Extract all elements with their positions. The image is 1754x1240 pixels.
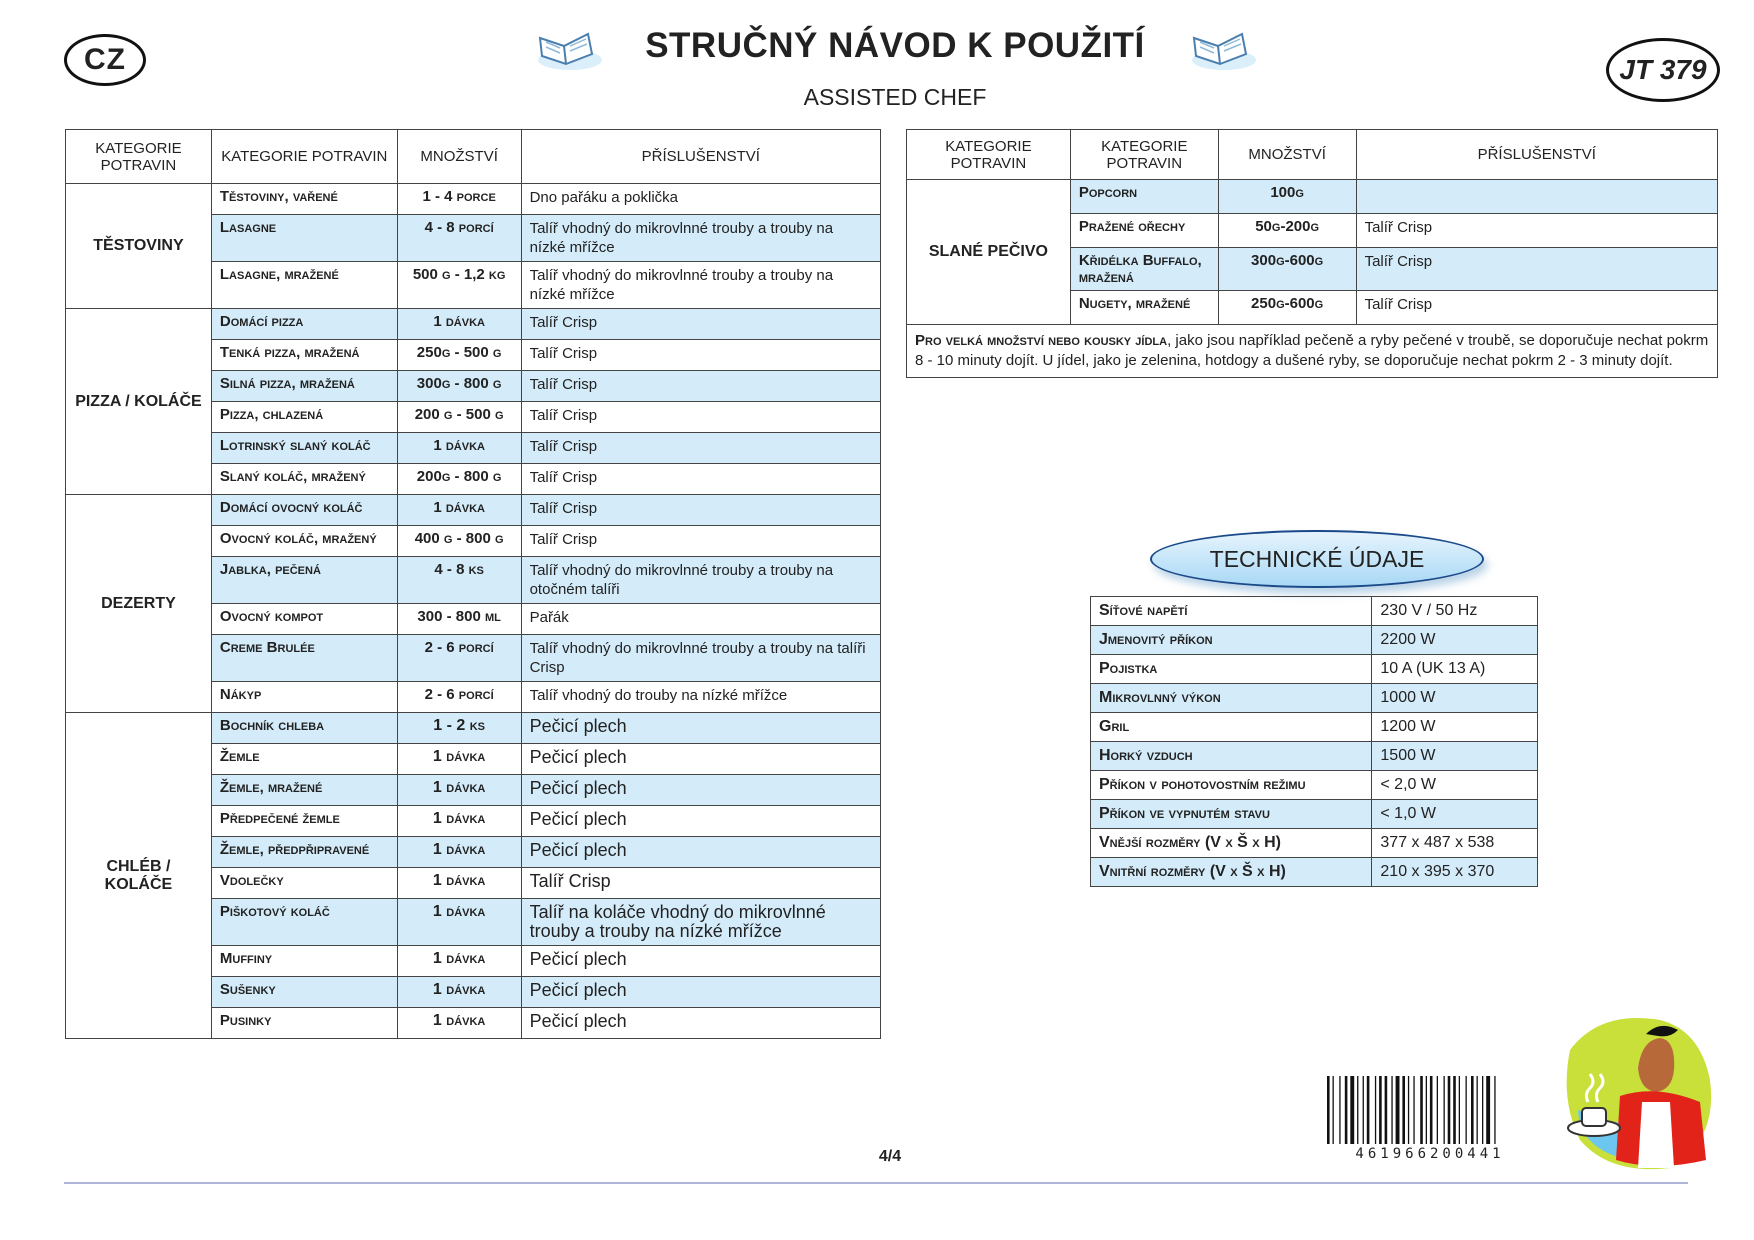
accessory-cell: Talíř vhodný do trouby na nízké mřížce: [521, 682, 880, 713]
quantity-cell: 1 dávka: [397, 806, 521, 837]
barcode-bar: [1402, 1076, 1405, 1144]
spec-label: Gril: [1091, 713, 1372, 742]
spec-label: Příkon v pohotovostním režimu: [1091, 771, 1372, 800]
accessory-cell: Pečicí plech: [521, 946, 880, 977]
food-cell: Lasagne: [211, 215, 397, 262]
chef-illustration: [1560, 1010, 1720, 1175]
accessory-cell: Pečicí plech: [521, 775, 880, 806]
table-row: [66, 184, 881, 215]
standing-time-note: [907, 325, 1718, 378]
spec-row: [1091, 597, 1538, 626]
spec-row: [1091, 800, 1538, 829]
barcode-bar: [1453, 1076, 1456, 1144]
food-cell: Žemle: [211, 744, 397, 775]
accessory-cell: Talíř Crisp: [521, 340, 880, 371]
table-row: [66, 495, 881, 526]
accessory-cell: Talíř Crisp: [1356, 248, 1717, 291]
barcode-bar: [1379, 1076, 1382, 1144]
accessory-cell: Pařák: [521, 604, 880, 635]
accessory-cell: Pečicí plech: [521, 713, 880, 744]
barcode-number: 461966200441: [1355, 1146, 1505, 1162]
food-cell: Slaný koláč, mražený: [211, 464, 397, 495]
food-cell: Sušenky: [211, 977, 397, 1008]
barcode-bar: [1466, 1076, 1467, 1144]
spec-label: Jmenovitý příkon: [1091, 626, 1372, 655]
spec-row: [1091, 655, 1538, 684]
barcode-bar: [1350, 1076, 1354, 1144]
accessory-cell: Talíř na koláče vhodný do mikrovlnné trouby a trouby na nízké mřížce: [521, 899, 880, 946]
food-cell: Žemle, předpřipravené: [211, 837, 397, 868]
barcode-bar: [1391, 1076, 1392, 1144]
table-row: [66, 713, 881, 744]
barcode-bar: [1448, 1076, 1451, 1144]
accessory-cell: Talíř Crisp: [521, 402, 880, 433]
food-cell: Tenká pizza, mražená: [211, 340, 397, 371]
quantity-cell: 1 dávka: [397, 977, 521, 1008]
quantity-cell: 300 - 800 ml: [397, 604, 521, 635]
food-cell: Těstoviny, vařené: [211, 184, 397, 215]
food-cell: Ovocný koláč, mražený: [211, 526, 397, 557]
category-cell: SLANÉ PEČIVO: [907, 180, 1071, 325]
header-category: KATEGORIE POTRAVIN: [66, 130, 212, 184]
food-cell: Domácí ovocný koláč: [211, 495, 397, 526]
spec-label: Vnitřní rozměry (V x Š x H): [1091, 858, 1372, 887]
barcode-bar: [1333, 1076, 1334, 1144]
quantity-cell: 2 - 6 porcí: [397, 682, 521, 713]
spec-label: Mikrovlnný výkon: [1091, 684, 1372, 713]
spec-value: 230 V / 50 Hz: [1372, 597, 1538, 626]
food-cell: Lasagne, mražené: [211, 262, 397, 309]
accessory-cell: Talíř Crisp: [521, 464, 880, 495]
header-accessory: PŘÍSLUŠENSTVÍ: [521, 130, 880, 184]
quantity-cell: 4 - 8 ks: [397, 557, 521, 604]
spec-label: Síťové napětí: [1091, 597, 1372, 626]
quantity-cell: 50g-200g: [1218, 214, 1356, 248]
food-cell: Popcorn: [1070, 180, 1218, 214]
table-row: [66, 309, 881, 340]
accessory-cell: Pečicí plech: [521, 1008, 880, 1039]
accessory-cell: Pečicí plech: [521, 806, 880, 837]
accessory-cell: [1356, 180, 1717, 214]
header-food: KATEGORIE POTRAVIN: [211, 130, 397, 184]
barcode-bar: [1413, 1076, 1414, 1144]
spec-value: 210 x 395 x 370: [1372, 858, 1538, 887]
spec-label: Vnější rozměry (V x Š x H): [1091, 829, 1372, 858]
quantity-cell: 1 - 4 porce: [397, 184, 521, 215]
quantity-cell: 300g-600g: [1218, 248, 1356, 291]
quantity-cell: 1 dávka: [397, 899, 521, 946]
food-cell: Ovocný kompot: [211, 604, 397, 635]
accessory-cell: Talíř Crisp: [521, 433, 880, 464]
accessory-cell: Pečicí plech: [521, 837, 880, 868]
food-cell: Pizza, chlazená: [211, 402, 397, 433]
food-cell: Nugety, mražené: [1070, 291, 1218, 325]
food-cell: Pražené ořechy: [1070, 214, 1218, 248]
table-row: [907, 180, 1718, 214]
food-cell: Creme Brulée: [211, 635, 397, 682]
accessory-cell: Pečicí plech: [521, 977, 880, 1008]
quantity-cell: 250g-600g: [1218, 291, 1356, 325]
barcode-bar: [1408, 1076, 1409, 1144]
accessory-cell: Talíř vhodný do mikrovlnné trouby a trouby na nízké mřížce: [521, 262, 880, 309]
barcode-bar: [1486, 1076, 1490, 1144]
footer-divider: [64, 1182, 1688, 1184]
spec-value: 377 x 487 x 538: [1372, 829, 1538, 858]
food-cell: Jablka, pečená: [211, 557, 397, 604]
accessory-cell: Talíř Crisp: [521, 526, 880, 557]
accessory-cell: Talíř Crisp: [521, 309, 880, 340]
spec-label: Horký vzduch: [1091, 742, 1372, 771]
note-text: , jako jsou například pečeně a ryby pečené v troubě, se doporučuje nechat pokrm 8 - 10 minuty dojít. U jídel, jako je zelenina, hotdogy a dušené ryby, se doporučuje nechat pokrm 2 - 3 minuty dojít.: [915, 332, 1709, 369]
spec-row: [1091, 684, 1538, 713]
page-subtitle: ASSISTED CHEF: [803, 84, 987, 110]
spec-row: [1091, 742, 1538, 771]
quantity-cell: 4 - 8 porcí: [397, 215, 521, 262]
barcode-bar: [1426, 1076, 1427, 1144]
quantity-cell: 500 g - 1,2 kg: [397, 262, 521, 309]
accessory-cell: Dno pařáku a poklička: [521, 184, 880, 215]
language-badge: CZ: [64, 34, 146, 86]
accessory-cell: Talíř Crisp: [521, 495, 880, 526]
barcode-bar: [1357, 1076, 1358, 1144]
spec-value: 1500 W: [1372, 742, 1538, 771]
food-cell: Nákyp: [211, 682, 397, 713]
food-cell: Silná pizza, mražená: [211, 371, 397, 402]
quantity-cell: 1 dávka: [397, 744, 521, 775]
accessory-cell: Talíř vhodný do mikrovlnné trouby a trouby na nízké mřížce: [521, 215, 880, 262]
barcode-bar: [1471, 1076, 1474, 1144]
food-cell: Domácí pizza: [211, 309, 397, 340]
quantity-cell: 1 dávka: [397, 495, 521, 526]
category-cell: PIZZA / KOLÁČE: [66, 309, 212, 495]
spec-value: 2200 W: [1372, 626, 1538, 655]
accessory-cell: Pečicí plech: [521, 744, 880, 775]
spec-label: Příkon ve vypnutém stavu: [1091, 800, 1372, 829]
quantity-cell: 1 dávka: [397, 868, 521, 899]
model-badge: JT 379: [1606, 38, 1720, 102]
quantity-cell: 1 dávka: [397, 433, 521, 464]
quantity-cell: 200g - 800 g: [397, 464, 521, 495]
accessory-cell: Talíř vhodný do mikrovlnné trouby a trouby na otočném talíři: [521, 557, 880, 604]
page-number: 4/4: [878, 1148, 902, 1165]
barcode-bar: [1477, 1076, 1478, 1144]
header-quantity: MNOŽSTVÍ: [1218, 130, 1356, 180]
category-cell: DEZERTY: [66, 495, 212, 713]
quantity-cell: 2 - 6 porcí: [397, 635, 521, 682]
food-cell: Lotrinský slaný koláč: [211, 433, 397, 464]
spec-label: Pojistka: [1091, 655, 1372, 684]
quantity-cell: 100g: [1218, 180, 1356, 214]
barcode-bar: [1367, 1076, 1370, 1144]
quantity-cell: 1 dávka: [397, 775, 521, 806]
food-cell: Muffiny: [211, 946, 397, 977]
tech-specs-title: TECHNICKÉ ÚDAJE: [1150, 530, 1484, 588]
note-bold: Pro velká množství nebo kousky jídla: [915, 332, 1168, 349]
accessory-cell: Talíř Crisp: [1356, 291, 1717, 325]
quantity-cell: 1 dávka: [397, 837, 521, 868]
barcode-bar: [1494, 1076, 1495, 1144]
barcode-bar: [1396, 1076, 1400, 1144]
food-cell: Žemle, mražené: [211, 775, 397, 806]
spec-value: 1000 W: [1372, 684, 1538, 713]
food-cell: Předpečené žemle: [211, 806, 397, 837]
barcode-bar: [1482, 1076, 1483, 1144]
spec-row: [1091, 771, 1538, 800]
food-cell: Křidélka Buffalo, mražená: [1070, 248, 1218, 291]
spec-row: [1091, 858, 1538, 887]
barcode-bar: [1339, 1076, 1340, 1144]
accessory-cell: Talíř Crisp: [1356, 214, 1717, 248]
spec-value: < 1,0 W: [1372, 800, 1538, 829]
quantity-cell: 1 dávka: [397, 1008, 521, 1039]
food-cell: Vdolečky: [211, 868, 397, 899]
accessory-cell: Talíř Crisp: [521, 868, 880, 899]
tech-specs-table: [1090, 596, 1538, 887]
spec-value: < 2,0 W: [1372, 771, 1538, 800]
quantity-cell: 1 - 2 ks: [397, 713, 521, 744]
header-category: KATEGORIE POTRAVIN: [907, 130, 1071, 180]
header-accessory: PŘÍSLUŠENSTVÍ: [1356, 130, 1717, 180]
spec-row: [1091, 713, 1538, 742]
category-cell: TĚSTOVINY: [66, 184, 212, 309]
header-quantity: MNOŽSTVÍ: [397, 130, 521, 184]
barcode-bar: [1375, 1076, 1376, 1144]
food-cell: Bochník chleba: [211, 713, 397, 744]
accessory-cell: Talíř Crisp: [521, 371, 880, 402]
quantity-cell: 300g - 800 g: [397, 371, 521, 402]
barcode-bar: [1444, 1076, 1445, 1144]
barcode-bar: [1327, 1076, 1330, 1144]
barcode-bar: [1345, 1076, 1348, 1144]
barcode-bar: [1385, 1076, 1388, 1144]
barcode: [1325, 1076, 1535, 1146]
spec-value: 10 A (UK 13 A): [1372, 655, 1538, 684]
food-cell: Pusinky: [211, 1008, 397, 1039]
spec-row: [1091, 626, 1538, 655]
cooking-table-right: [906, 129, 1718, 378]
cooking-table-left: [65, 129, 881, 1039]
barcode-bar: [1430, 1076, 1433, 1144]
header-food: KATEGORIE POTRAVIN: [1070, 130, 1218, 180]
category-cell: CHLÉB / KOLÁČE: [66, 713, 212, 1039]
page-title: STRUČNÝ NÁVOD K POUŽITÍ: [645, 26, 1145, 65]
accessory-cell: Talíř vhodný do mikrovlnné trouby a trouby na talíři Crisp: [521, 635, 880, 682]
quantity-cell: 200 g - 500 g: [397, 402, 521, 433]
quantity-cell: 250g - 500 g: [397, 340, 521, 371]
barcode-bar: [1363, 1076, 1364, 1144]
quantity-cell: 1 dávka: [397, 946, 521, 977]
barcode-bar: [1459, 1076, 1460, 1144]
spec-row: [1091, 829, 1538, 858]
spec-value: 1200 W: [1372, 713, 1538, 742]
food-cell: Piškotový koláč: [211, 899, 397, 946]
quantity-cell: 1 dávka: [397, 309, 521, 340]
quantity-cell: 400 g - 800 g: [397, 526, 521, 557]
barcode-bar: [1437, 1076, 1438, 1144]
barcode-bar: [1420, 1076, 1423, 1144]
